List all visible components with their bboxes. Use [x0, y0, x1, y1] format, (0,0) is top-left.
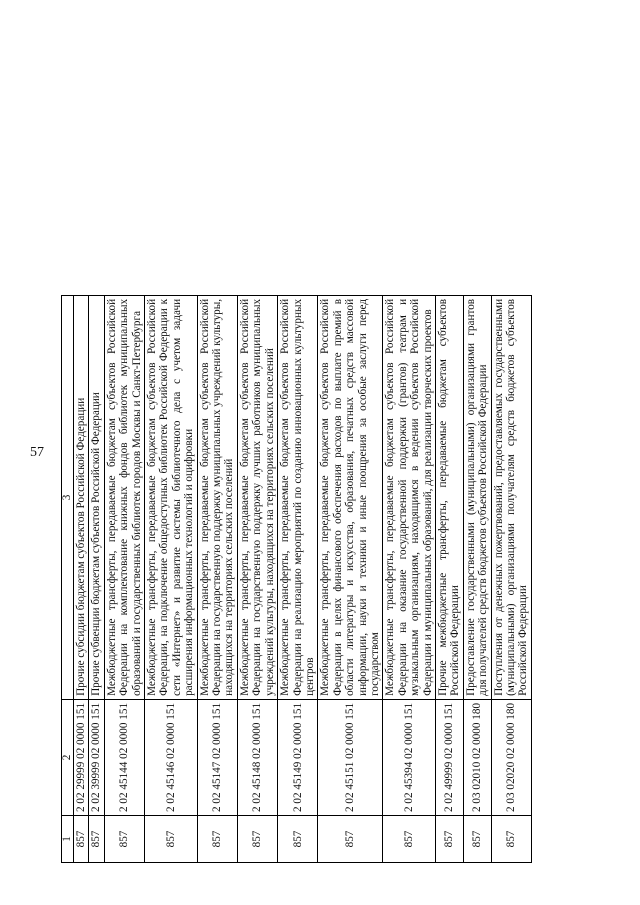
admin-code-cell: 857 — [74, 816, 89, 863]
admin-code-cell: 857 — [237, 816, 277, 863]
admin-code-cell: 857 — [145, 816, 198, 863]
budget-code-cell: 2 03 02020 02 0000 180 — [491, 699, 531, 815]
admin-code-cell: 857 — [89, 816, 104, 863]
table-row — [318, 295, 383, 862]
income-name-cell: Межбюджетные трансферты, передаваемые бюджетам субъектов Российской Федерации на государственную поддержку муниципальных учреждений культуры, находящихся на территориях сельских поселений — [197, 295, 237, 699]
admin-code-cell: 857 — [318, 816, 383, 863]
admin-code-cell: 857 — [383, 816, 436, 863]
income-name-cell: Прочие субвенции бюджетам субъектов Российской Федерации — [89, 295, 104, 699]
table-row — [435, 295, 463, 862]
budget-code-cell: 2 02 45147 02 0000 151 — [197, 699, 237, 815]
budget-code-cell: 2 02 45151 02 0000 151 — [318, 699, 383, 815]
table-row — [197, 295, 237, 862]
header-col-2: 2 — [62, 699, 74, 815]
income-name-cell: Межбюджетные трансферты, передаваемые бюджетам субъектов Российской Федерации на комплектование книжных фондов библиотек муниципальных образований и государственных библиотек городов Москвы и Санкт-Петербурга — [104, 295, 144, 699]
table-row — [491, 295, 531, 862]
table-row — [104, 295, 144, 862]
admin-code-cell: 857 — [278, 816, 318, 863]
admin-code-cell: 857 — [491, 816, 531, 863]
admin-code-cell: 857 — [104, 816, 144, 863]
income-name-cell: Поступления от денежных пожертвований, предоставляемых государственными (муниципальными) организациями получателям средств бюджетов субъектов Российской Федерации — [491, 295, 531, 699]
header-col-3: 3 — [62, 295, 74, 699]
table-row — [89, 295, 104, 862]
budget-code-cell: 2 02 49999 02 0000 151 — [435, 699, 463, 815]
income-name-cell: Межбюджетные трансферты, передаваемые бюджетам субъектов Российской Федерации на реализацию мероприятий по созданию инновационных культурных центров — [278, 295, 318, 699]
income-name-cell: Межбюджетные трансферты, передаваемые бюджетам субъектов Российской Федерации на государственную поддержку лучших работников муниципальных учреждений культуры, находящихся на территориях сельских поселений — [237, 295, 277, 699]
budget-code-cell: 2 02 39999 02 0000 151 — [89, 699, 104, 815]
budget-code-cell: 2 02 45394 02 0000 151 — [383, 699, 436, 815]
table-row — [278, 295, 318, 862]
income-name-cell: Межбюджетные трансферты, передаваемые бюджетам субъектов Российской Федерации на оказание государственной поддержки (грантов) театрам и музыкальным организациям, находящимся в ведении субъектов Российской Федерации и муниципальных образований, для реализации творческих проектов — [383, 295, 436, 699]
income-name-cell: Прочие межбюджетные трансферты, передаваемые бюджетам субъектов Российской Федерации — [435, 295, 463, 699]
table-row — [237, 295, 277, 862]
budget-code-cell: 2 02 45146 02 0000 151 — [145, 699, 198, 815]
page-number: 57 — [30, 445, 44, 460]
table-row — [74, 295, 89, 862]
admin-code-cell: 857 — [197, 816, 237, 863]
income-name-cell: Межбюджетные трансферты, передаваемые бюджетам субъектов Российской Федерации в целях финансового обеспечения расходов по выплате премий в области литературы и искусства, образования, печатных средств массовой информации, науки и техники и иные поощрения за особые заслуги перед государством — [318, 295, 383, 699]
admin-code-cell: 857 — [463, 816, 491, 863]
income-name-cell: Межбюджетные трансферты, передаваемые бюджетам субъектов Российской Федерации, на подключение общедоступных библиотек Российской Федерации к сети «Интернет» и развитие системы библиотечного дела с учетом задачи расширения информационных технологий и оцифровки — [145, 295, 198, 699]
table-row — [145, 295, 198, 862]
header-col-1: 1 — [62, 816, 74, 863]
budget-codes-table — [61, 295, 532, 863]
budget-code-cell: 2 02 45144 02 0000 151 — [104, 699, 144, 815]
budget-code-cell: 2 02 45148 02 0000 151 — [237, 699, 277, 815]
income-name-cell: Предоставление государственными (муниципальными) организациями грантов для получателей средств бюджетов субъектов Российской Федерации — [463, 295, 491, 699]
table-row — [383, 295, 436, 862]
budget-code-cell: 2 03 02010 02 0000 180 — [463, 699, 491, 815]
table-row — [463, 295, 491, 862]
income-name-cell: Прочие субсидии бюджетам субъектов Российской Федерации — [74, 295, 89, 699]
admin-code-cell: 857 — [435, 816, 463, 863]
budget-code-cell: 2 02 29999 02 0000 151 — [74, 699, 89, 815]
table-header-row — [62, 295, 74, 862]
budget-code-cell: 2 02 45149 02 0000 151 — [278, 699, 318, 815]
